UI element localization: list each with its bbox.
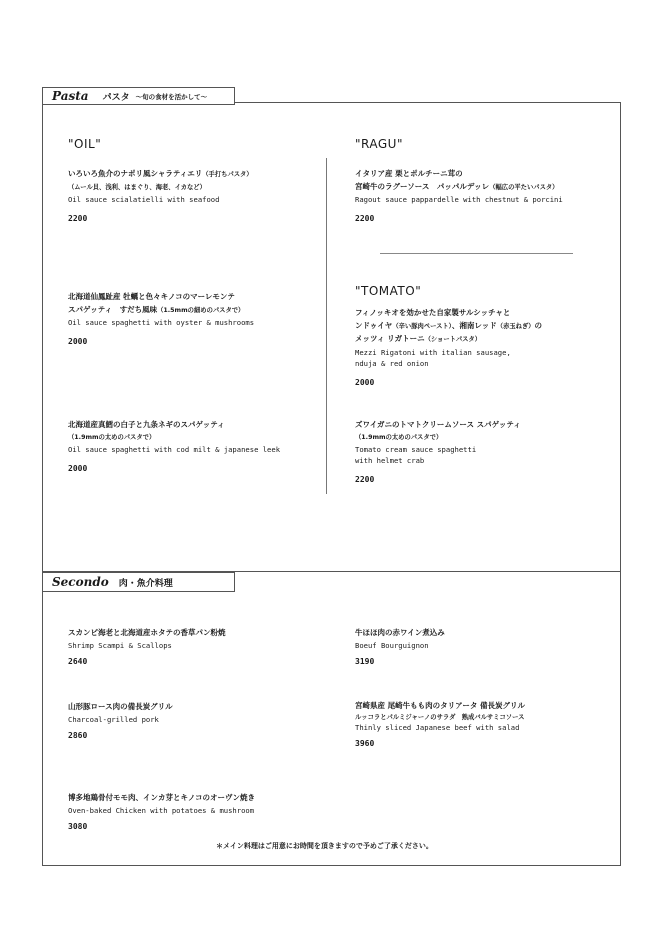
menu-item: 山形豚ロース肉の備長炭グリル Charcoal-grilled pork 2860 <box>68 701 173 742</box>
pasta-note: 〜旬の食材を活かして〜 <box>135 92 208 101</box>
menu-item-price: 2000 <box>68 464 88 473</box>
menu-item: いろいろ魚介のナポリ風シャラティエリ（手打ちパスタ） （ムール貝、浅利、はまぐり、海老、イカなど） Oil sauce scialatielli with seafood 2200 <box>68 168 253 226</box>
menu-item: フィノッキオを効かせた自家製サルシッチャと ンドゥイヤ（辛い豚肉ペースト）、湘南レッド（赤玉ねぎ）の メッツィ リガトーニ（ショートパスタ） Mezzi Rigatoni with italian sausage, nduja & red onion 2000 <box>355 307 542 389</box>
ragu-tomato-divider <box>380 253 573 254</box>
menu-item-price: 3190 <box>355 656 375 666</box>
secondo-section-tab <box>42 572 235 592</box>
pasta-section-tab <box>42 87 235 105</box>
category-tomato-heading: "TOMATO" <box>355 284 422 298</box>
menu-item-price: 2200 <box>68 214 88 223</box>
menu-item: 宮崎県産 尾崎牛もも肉のタリアータ 備長炭グリル ルッコラとパルミジャーノのサラダ 熟成バルサミコソース Thinly sliced Japanese beef with salad 3960 <box>355 700 525 750</box>
menu-item-price: 2640 <box>68 656 88 666</box>
menu-item: スカンピ海老と北海道産ホタテの香草パン粉焼 Shrimp Scampi & Scallops 2640 <box>68 627 226 668</box>
category-oil-heading: "OIL" <box>68 137 102 151</box>
pasta-column-divider <box>326 158 327 494</box>
menu-item: ズワイガニのトマトクリームソース スパゲッティ （1.9mmの太めのパスタで） Tomato cream sauce spaghetti with helmet crab 2200 <box>355 419 521 487</box>
menu-item: 博多地鶏骨付モモ肉、インカ芽とキノコのオーヴン焼き Oven-baked Chicken with potatoes & mushroom 3080 <box>68 792 255 833</box>
pasta-subtitle: パスタ <box>102 92 130 103</box>
menu-item-price: 2860 <box>68 730 88 740</box>
pasta-title: Pasta <box>52 89 89 103</box>
menu-item: イタリア産 栗とポルチーニ茸の 宮崎牛のラグーソース パッパルデッレ（幅広の平たいパスタ） Ragout sauce pappardelle with chestnut & porcini 2200 <box>355 168 563 226</box>
secondo-footnote: ＊メイン料理はご用意にお時間を頂きますので予めご了承ください。 <box>216 842 433 850</box>
menu-item: 北海道仙鳳趾産 牡蠣と色々キノコのマーレモンテ スパゲッティ すだち風味（1.5mmの細めのパスタで） Oil sauce spaghetti with oyster & mushrooms 2000 <box>68 291 254 349</box>
menu-item: 牛ほほ肉の赤ワイン煮込み Boeuf Bourguignon 3190 <box>355 627 445 668</box>
menu-item: 北海道産真鱈の白子と九条ネギのスパゲッティ （1.9mmの太めのパスタで） Oil sauce spaghetti with cod milt & japanese leek 2000 <box>68 419 280 476</box>
menu-item-price: 3080 <box>68 821 88 831</box>
menu-item-price: 2200 <box>355 214 375 223</box>
menu-item-price: 3960 <box>355 738 375 748</box>
menu-item-price: 2200 <box>355 475 375 484</box>
menu-item-price: 2000 <box>355 377 375 387</box>
secondo-subtitle: 肉・魚介料理 <box>118 578 173 589</box>
menu-item-price: 2000 <box>68 337 88 346</box>
secondo-title: Secondo <box>52 575 109 589</box>
category-ragu-heading: "RAGU" <box>355 137 403 151</box>
